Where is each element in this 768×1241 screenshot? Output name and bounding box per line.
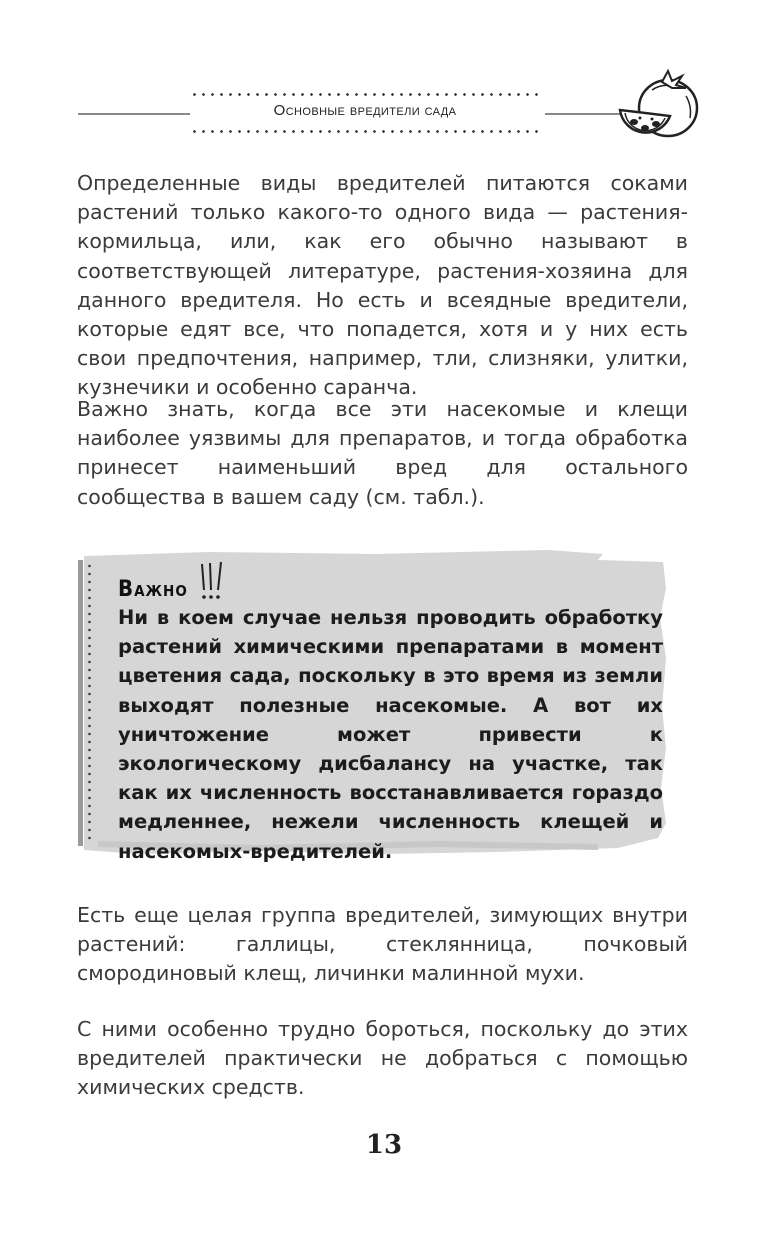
exclamation-marks-icon [196,560,226,602]
callout-left-bar [78,560,83,846]
header-dots-top [190,93,540,96]
important-callout [78,548,666,863]
paragraph-4: С ними особенно трудно бороться, поскольку до этих вредителей практически не добраться с помощью химических средств. [77,1017,688,1100]
paragraph-3: Есть еще целая группа вредителей, зимующих внутри растений: галлицы, стеклянница, почковый смородиновый клещ, личинки малинной мухи. [77,903,688,986]
header-rule-right [545,113,620,115]
page-number: 13 [365,1130,403,1160]
callout-text: Ни в коем случае нельзя проводить обработку растений химическими препаратами в момент цветения сада, поскольку в это время из земли выходят полезные насекомые. А вот их уничтожение может привести к экологическому дисбалансу на участке, так как их численность восстанавливается гораздо медленнее, нежели численность клещей и насекомых-вредителей. [118,606,663,863]
callout-dotted-rule [88,562,91,842]
callout-heading [118,562,226,602]
running-header [0,0,768,150]
tomato-icon [612,66,702,146]
paragraph-1: Определенные виды вредителей питаются соками растений только какого-то одного вида — растения-кормильца, или, как его обычно называют в соответствующей литературе, растения-хозяина для данного вредителя. Но есть и всеядные вредители, которые едят все, что попадется, хотя и у них есть свои предпочтения, например, тли, слизняки, улитки, кузнечики и особенно саранча. [77,171,688,400]
callout-title: Важно [118,577,188,602]
header-dots-bottom [190,130,540,133]
header-rule-left [78,113,190,115]
paragraph-2: Важно знать, когда все эти насекомые и клещи наиболее уязвимы для препаратов, и тогда обработка принесет наименьший вред для остального сообщества в вашем саду (см. табл.). [77,397,688,509]
header-title: Основные вредители сада [273,102,457,119]
